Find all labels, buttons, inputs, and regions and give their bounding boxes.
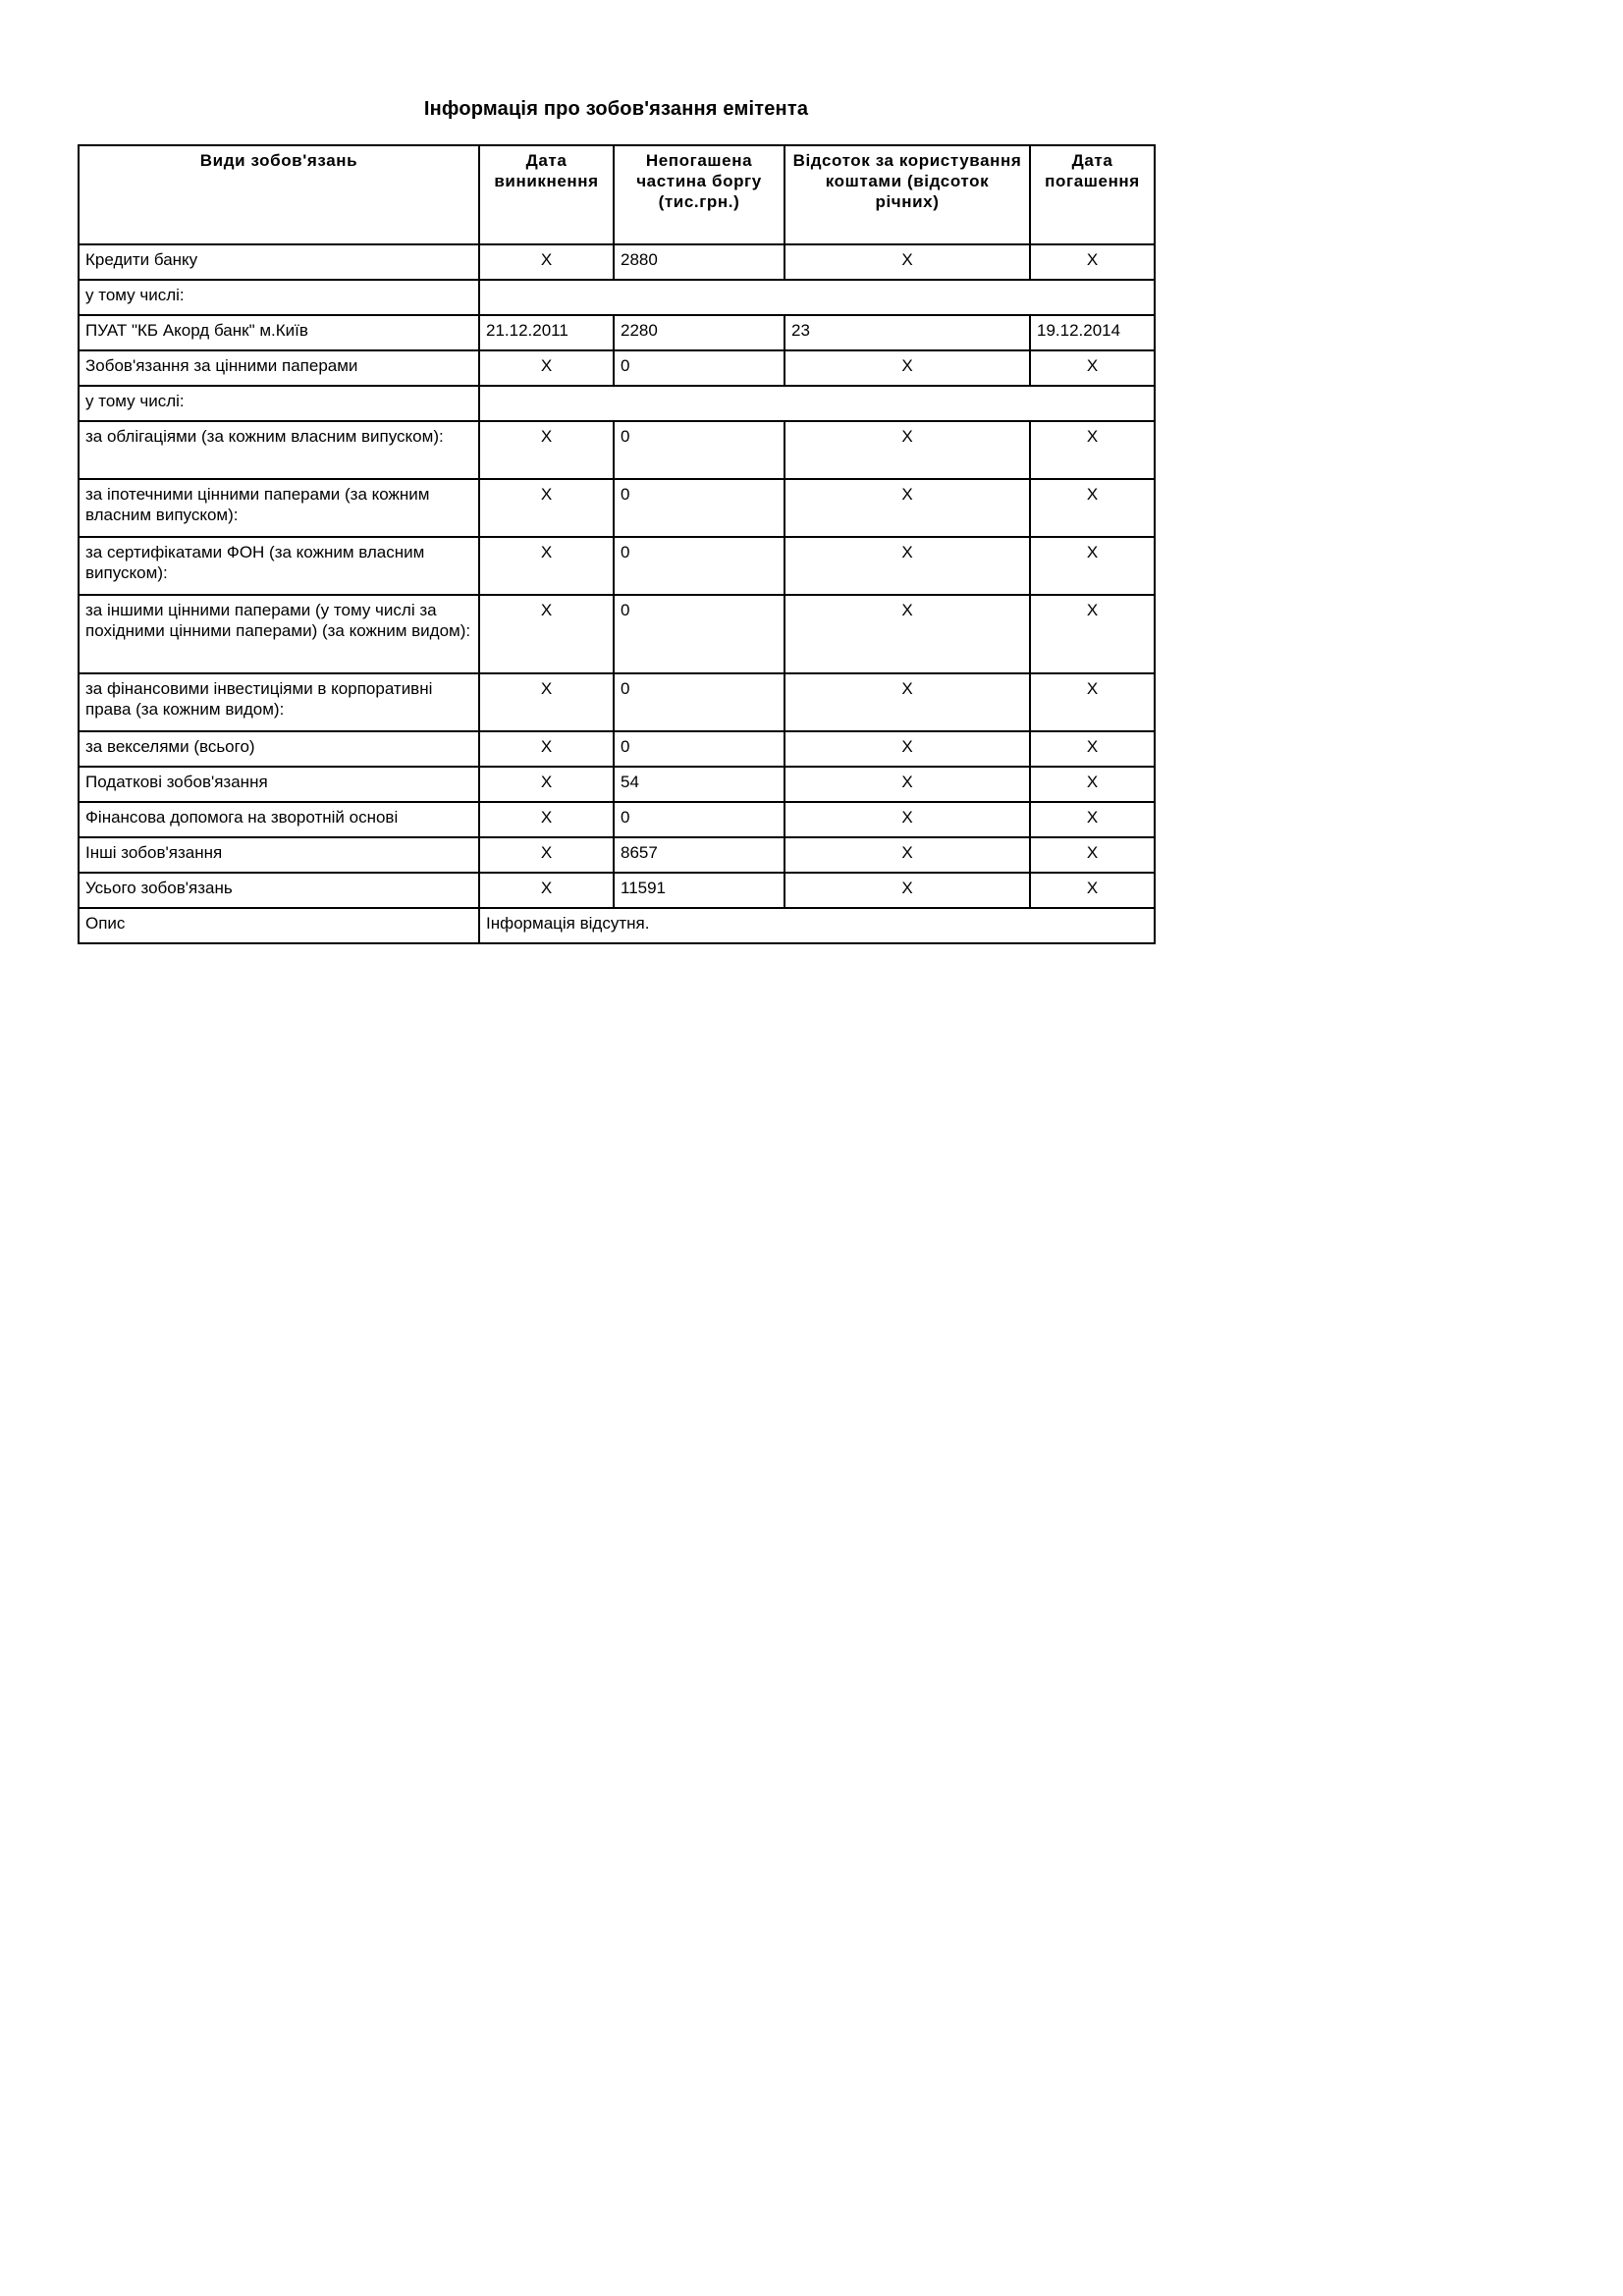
row-amount: 0 [614, 802, 784, 837]
row-rate: X [784, 767, 1030, 802]
row-label: за іншими цінними паперами (у тому числі за похідними цінними паперами) (за кожним видом): [79, 595, 479, 673]
row-rate: 23 [784, 315, 1030, 350]
table-row [79, 802, 1155, 837]
row-label: Інші зобов'язання [79, 837, 479, 873]
row-amount: 0 [614, 479, 784, 537]
row-repaid: X [1030, 537, 1155, 595]
table-row [79, 386, 1155, 421]
row-repaid: X [1030, 873, 1155, 908]
row-label: Фінансова допомога на зворотній основі [79, 802, 479, 837]
row-amount: 54 [614, 767, 784, 802]
row-amount: 8657 [614, 837, 784, 873]
row-date: X [479, 767, 614, 802]
row-amount: 0 [614, 673, 784, 731]
row-label: за векселями (всього) [79, 731, 479, 767]
row-amount: 2280 [614, 315, 784, 350]
page-title: Інформація про зобов'язання емітента [423, 98, 809, 120]
header-date-occurred: Дата виникнення [479, 145, 614, 244]
row-rate: X [784, 421, 1030, 479]
liabilities-table [78, 144, 1156, 944]
row-amount: 2880 [614, 244, 784, 280]
table-row [79, 280, 1155, 315]
row-date: X [479, 673, 614, 731]
row-amount: 0 [614, 595, 784, 673]
table-row [79, 537, 1155, 595]
row-label: у тому числі: [79, 280, 479, 315]
table-row [79, 767, 1155, 802]
header-liability-type: Види зобов'язань [79, 145, 479, 244]
row-date: X [479, 421, 614, 479]
row-label: у тому числі: [79, 386, 479, 421]
table-row [79, 837, 1155, 873]
row-repaid: X [1030, 350, 1155, 386]
description-value: Інформація відсутня. [479, 908, 1155, 943]
row-label: ПУАТ "КБ Акорд банк" м.Київ [79, 315, 479, 350]
row-rate: X [784, 350, 1030, 386]
row-rate: X [784, 673, 1030, 731]
row-amount: 0 [614, 731, 784, 767]
table-row [79, 731, 1155, 767]
table-row [79, 350, 1155, 386]
row-repaid: X [1030, 731, 1155, 767]
row-date: X [479, 595, 614, 673]
description-row [79, 908, 1155, 943]
table-row [79, 244, 1155, 280]
row-rate: X [784, 595, 1030, 673]
row-rate: X [784, 873, 1030, 908]
table-row [79, 673, 1155, 731]
row-date: X [479, 837, 614, 873]
row-date: X [479, 537, 614, 595]
row-empty-span [479, 386, 1155, 421]
row-repaid: X [1030, 595, 1155, 673]
row-rate: X [784, 244, 1030, 280]
table-row [79, 479, 1155, 537]
row-rate: X [784, 802, 1030, 837]
row-date: X [479, 350, 614, 386]
row-repaid: X [1030, 767, 1155, 802]
row-rate: X [784, 537, 1030, 595]
row-label: Кредити банку [79, 244, 479, 280]
row-label: Податкові зобов'язання [79, 767, 479, 802]
header-row [79, 145, 1155, 244]
row-date: 21.12.2011 [479, 315, 614, 350]
row-repaid: X [1030, 802, 1155, 837]
row-label: за фінансовими інвестиціями в корпоративні права (за кожним видом): [79, 673, 479, 731]
row-empty-span [479, 280, 1155, 315]
row-date: X [479, 873, 614, 908]
row-amount: 0 [614, 421, 784, 479]
row-repaid: X [1030, 837, 1155, 873]
header-interest-rate: Відсоток за користування коштами (відсоток річних) [784, 145, 1030, 244]
row-label: за облігаціями (за кожним власним випуском): [79, 421, 479, 479]
row-repaid: 19.12.2014 [1030, 315, 1155, 350]
row-repaid: X [1030, 673, 1155, 731]
row-date: X [479, 731, 614, 767]
row-rate: X [784, 479, 1030, 537]
row-date: X [479, 479, 614, 537]
row-repaid: X [1030, 244, 1155, 280]
row-label: за іпотечними цінними паперами (за кожним власним випуском): [79, 479, 479, 537]
row-label: Зобов'язання за цінними паперами [79, 350, 479, 386]
row-repaid: X [1030, 479, 1155, 537]
table-row [79, 873, 1155, 908]
row-amount: 11591 [614, 873, 784, 908]
row-repaid: X [1030, 421, 1155, 479]
table-row [79, 315, 1155, 350]
row-rate: X [784, 731, 1030, 767]
description-label: Опис [79, 908, 479, 943]
row-label: Усього зобов'язань [79, 873, 479, 908]
table-row [79, 595, 1155, 673]
table-row [79, 421, 1155, 479]
row-date: X [479, 244, 614, 280]
header-date-repaid: Дата погашення [1030, 145, 1155, 244]
row-label: за сертифікатами ФОН (за кожним власним випуском): [79, 537, 479, 595]
row-date: X [479, 802, 614, 837]
row-amount: 0 [614, 350, 784, 386]
row-rate: X [784, 837, 1030, 873]
header-outstanding-debt: Непогашена частина боргу (тис.грн.) [614, 145, 784, 244]
row-amount: 0 [614, 537, 784, 595]
